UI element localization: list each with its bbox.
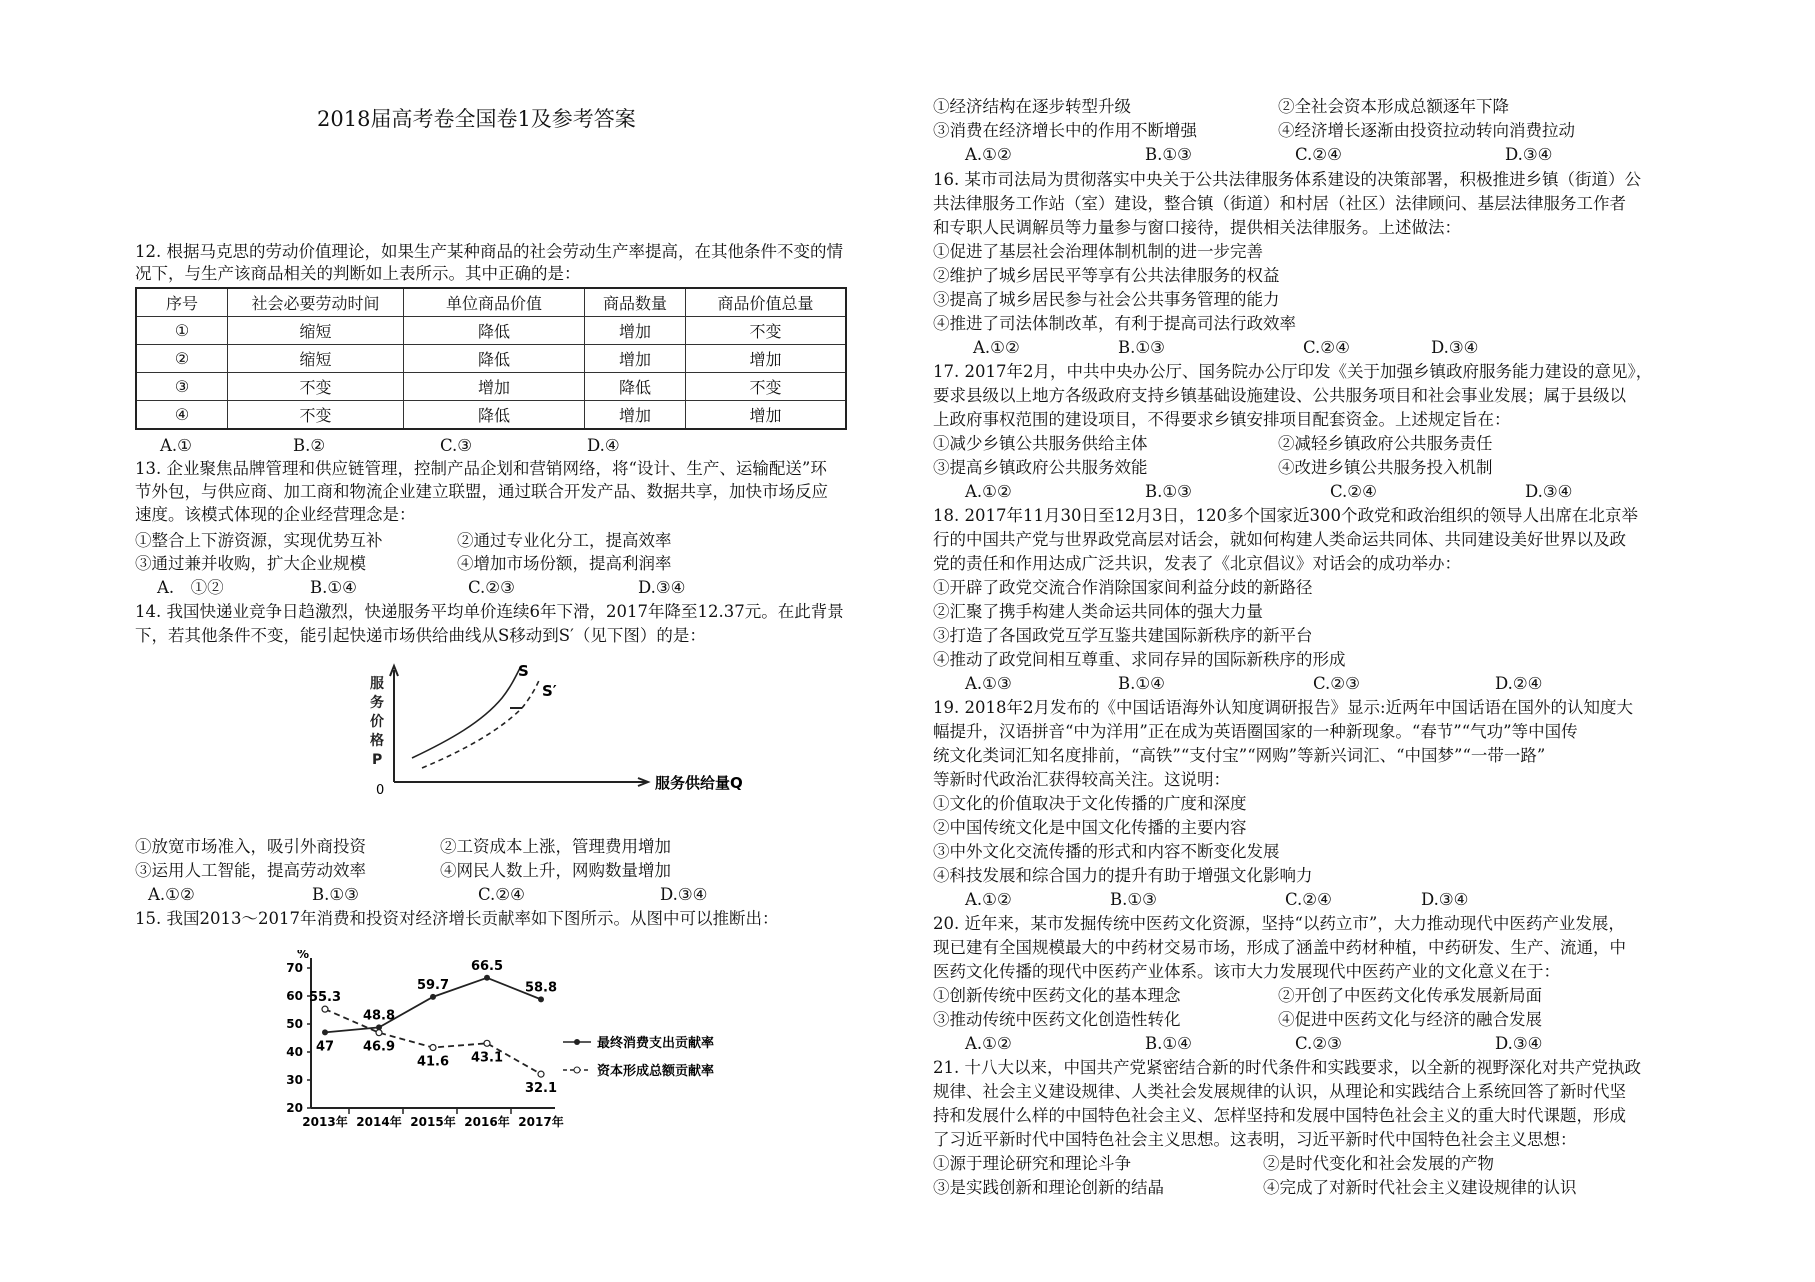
q19-option-b: B.①③ — [1110, 890, 1157, 909]
q12-option-a: A.① — [160, 436, 192, 455]
q16-stem-line-1: 16. 某市司法局为贯彻落实中央关于公共法律服务体系建设的决策部署，积极推进乡镇（街道）公 — [933, 170, 1641, 189]
q17-option-d: D.③④ — [1525, 482, 1573, 501]
q20-item-4: ④促进中医药文化与经济的融合发展 — [1278, 1010, 1542, 1029]
q18-option-a: A.①③ — [965, 674, 1012, 693]
q21-stem-line-1: 21. 十八大以来，中国共产党紧密结合新的时代条件和实践要求，以全新的视野深化对共产党执政 — [933, 1058, 1641, 1077]
table-cell: ③ — [136, 373, 228, 401]
q20-option-d: D.③④ — [1495, 1034, 1543, 1053]
data-label: 43.1 — [470, 1050, 504, 1066]
q13-item-2: ②通过专业化分工，提高效率 — [457, 531, 672, 550]
q17-item-4: ④改进乡镇公共服务投入机制 — [1278, 458, 1493, 477]
data-point — [484, 1040, 490, 1046]
q20-stem-line-2: 现已建有全国规模最大的中药材交易市场，形成了涵盖中药材种植，中药研发、生产、流通，中 — [933, 938, 1626, 957]
q13-item-1: ①整合上下游资源，实现优势互补 — [135, 531, 383, 550]
data-point — [538, 1071, 544, 1077]
q20-option-b: B.①④ — [1145, 1034, 1192, 1053]
q13-item-3: ③通过兼并收购，扩大企业规模 — [135, 554, 366, 573]
q21-stem-line-3: 持和发展什么样的中国特色社会主义、怎样坚持和发展中国特色社会主义的重大时代课题，形成 — [933, 1106, 1626, 1125]
table-cell: 不变 — [228, 373, 404, 401]
supply-curve-s-prime — [422, 678, 540, 768]
q15-option-b: B.①③ — [1145, 145, 1192, 164]
y-tick-label: 50 — [286, 1017, 303, 1031]
q21-item-2: ②是时代变化和社会发展的产物 — [1263, 1154, 1494, 1173]
q14-item-2: ②工资成本上涨，管理费用增加 — [440, 837, 671, 856]
q16-option-b: B.①③ — [1118, 338, 1165, 357]
x-tick-label: 2016年 — [464, 1115, 510, 1129]
q14-stem-line-2: 下，若其他条件不变，能引起快递市场供给曲线从S移动到S′（见下图）的是： — [135, 626, 706, 645]
q18-item-2: ②汇聚了携手构建人类命运共同体的强大力量 — [933, 602, 1263, 621]
q15-item-3: ③消费在经济增长中的作用不断增强 — [933, 121, 1197, 140]
table-header: 序号 — [136, 288, 228, 317]
q16-stem-line-3: 和专职人民调解员等力量参与窗口接待，提供相关法律服务。上述做法： — [933, 218, 1461, 237]
q15-option-d: D.③④ — [1505, 145, 1553, 164]
q12-table — [135, 287, 847, 430]
data-point — [484, 975, 490, 981]
q14-item-4: ④网民人数上升，网购数量增加 — [440, 861, 671, 880]
table-row — [136, 345, 846, 373]
q19-stem-line-3: 统文化类词汇知名度排前，“高铁”“支付宝”“网购”等新兴词汇、“中国梦”“一带一路” — [933, 746, 1546, 765]
data-label: 55.3 — [308, 990, 342, 1006]
q14-option-c: C.②④ — [478, 885, 525, 904]
q13-item-4: ④增加市场份额，提高利润率 — [457, 554, 672, 573]
y-tick-label: 60 — [286, 989, 303, 1003]
q21-stem-line-4: 了习近平新时代中国特色社会主义思想。这表明，习近平新时代中国特色社会主义思想： — [933, 1130, 1577, 1149]
q19-stem-line-1: 19. 2018年2月发布的《中国话语海外认知度调研报告》显示:近两年中国话语在国外的认知度大 — [933, 698, 1634, 717]
q15-item-4: ④经济增长逐渐由投资拉动转向消费拉动 — [1278, 121, 1575, 140]
curve-label-s: S — [518, 662, 529, 680]
q14-option-b: B.①③ — [312, 885, 359, 904]
data-point — [538, 996, 544, 1002]
data-label: 41.6 — [416, 1054, 450, 1070]
q17-stem-line-1: 17. 2017年2月，中共中央办公厅、国务院办公厅印发《关于加强乡镇政府服务能力建设的意见》， — [933, 362, 1653, 381]
table-cell: ② — [136, 345, 228, 373]
q15-item-1: ①经济结构在逐步转型升级 — [933, 97, 1131, 116]
table-row — [136, 401, 846, 430]
q16-item-4: ④推进了司法体制改革，有利于提高司法行政效率 — [933, 314, 1296, 333]
table-cell: ① — [136, 317, 228, 345]
y-tick-label: 30 — [286, 1073, 303, 1087]
q16-item-1: ①促进了基层社会治理体制机制的进一步完善 — [933, 242, 1263, 261]
data-point — [322, 1006, 328, 1012]
y-axis-unit-label: % — [297, 950, 310, 961]
q17-stem-line-2: 要求县级以上地方各级政府支持乡镇基础设施建设、公共服务项目和社会事业发展；属于县级以 — [933, 386, 1626, 405]
y-axis-label-char: 格 — [370, 733, 384, 749]
q18-option-d: D.②④ — [1495, 674, 1543, 693]
data-label: 66.5 — [470, 958, 504, 974]
x-tick-label: 2017年 — [518, 1115, 564, 1129]
q19-item-4: ④科技发展和综合国力的提升有助于增强文化影响力 — [933, 866, 1313, 885]
q13-option-b: B.①④ — [310, 578, 357, 597]
q13-option-a: A. ①② — [157, 578, 224, 597]
q21-item-4: ④完成了对新时代社会主义建设规律的认识 — [1263, 1178, 1577, 1197]
data-label: 48.8 — [362, 1008, 396, 1024]
q14-item-3: ③运用人工智能，提高劳动效率 — [135, 861, 366, 880]
table-header: 社会必要劳动时间 — [228, 288, 404, 317]
page-title: 2018届高考卷全国卷1及参考答案 — [317, 107, 636, 131]
data-label: 59.7 — [416, 977, 450, 993]
q15-item-2: ②全社会资本形成总额逐年下降 — [1278, 97, 1509, 116]
table-cell: 增加 — [585, 401, 686, 430]
y-tick-label: 40 — [286, 1045, 303, 1059]
table-cell: 增加 — [585, 345, 686, 373]
table-cell: 降低 — [585, 373, 686, 401]
q18-stem-line-2: 行的中国共产党与世界政党高层对话会，就如何构建人类命运共同体、共同建设美好世界以及政 — [933, 530, 1626, 549]
q15-option-c: C.②④ — [1295, 145, 1342, 164]
supply-curve-s — [412, 668, 520, 758]
data-point — [430, 1045, 436, 1051]
q21-item-3: ③是实践创新和理论创新的结晶 — [933, 1178, 1164, 1197]
q12-stem-line-2: 况下，与生产该商品相关的判断如上表所示。其中正确的是： — [135, 264, 581, 283]
q18-option-c: C.②③ — [1313, 674, 1360, 693]
q19-stem-line-4: 等新时代政治汇获得较高关注。这说明： — [933, 770, 1230, 789]
q16-option-c: C.②④ — [1303, 338, 1350, 357]
table-cell: 降低 — [404, 345, 585, 373]
q18-item-3: ③打造了各国政党互学互鉴共建国际新秩序的新平台 — [933, 626, 1313, 645]
q17-stem-line-3: 上政府事权范围的建设项目，不得要求乡镇安排项目配套资金。上述规定旨在： — [933, 410, 1511, 429]
q17-option-c: C.②④ — [1330, 482, 1377, 501]
table-header: 商品数量 — [585, 288, 686, 317]
q15-option-a: A.①② — [965, 145, 1012, 164]
q19-stem-line-2: 幅提升，汉语拼音“中为洋用”正在成为英语圈国家的一种新现象。“春节”“气功”等中国传 — [933, 722, 1578, 741]
q14-option-d: D.③④ — [660, 885, 708, 904]
q18-option-b: B.①④ — [1118, 674, 1165, 693]
q20-option-c: C.②③ — [1295, 1034, 1342, 1053]
q12-option-b: B.② — [293, 436, 326, 455]
legend-marker — [574, 1039, 580, 1045]
x-tick-label: 2014年 — [356, 1115, 402, 1129]
q19-option-a: A.①② — [965, 890, 1012, 909]
q15-stem: 15. 我国2013～2017年消费和投资对经济增长贡献率如下图所示。从图中可以推断出： — [135, 909, 779, 928]
table-row — [136, 373, 846, 401]
table-header: 商品价值总量 — [686, 288, 847, 317]
q20-stem-line-1: 20. 近年来，某市发掘传统中医药文化资源，坚持“以药立市”，大力推动现代中医药产业发展， — [933, 914, 1625, 933]
table-cell: 不变 — [686, 373, 847, 401]
table-cell: 增加 — [585, 317, 686, 345]
q14-supply-graph — [370, 660, 770, 800]
q14-option-a: A.①② — [148, 885, 195, 904]
q19-option-d: D.③④ — [1421, 890, 1469, 909]
q16-option-d: D.③④ — [1431, 338, 1479, 357]
q14-stem-line-1: 14. 我国快递业竞争日趋激烈，快递服务平均单价连续6年下滑，2017年降至12.37元。在此背景 — [135, 602, 844, 621]
q20-item-2: ②开创了中医药文化传承发展新局面 — [1278, 986, 1542, 1005]
q13-stem-line-3: 速度。该模式体现的企业经营理念是： — [135, 505, 416, 524]
q19-item-2: ②中国传统文化是中国文化传播的主要内容 — [933, 818, 1247, 837]
y-axis-label-char: P — [372, 752, 383, 768]
q13-option-d: D.③④ — [638, 578, 686, 597]
data-label: 46.9 — [362, 1039, 396, 1055]
y-axis-label-char: 价 — [370, 714, 384, 730]
y-tick-label: 20 — [286, 1101, 303, 1115]
q20-option-a: A.①② — [965, 1034, 1012, 1053]
curve-label-s-prime: S′ — [542, 682, 557, 700]
q13-stem-line-1: 13. 企业聚焦品牌管理和供应链管理，控制产品企划和营销网络，将“设计、生产、运输配送”环 — [135, 459, 827, 478]
table-header: 单位商品价值 — [404, 288, 585, 317]
q13-option-c: C.②③ — [468, 578, 515, 597]
q20-item-1: ①创新传统中医药文化的基本理念 — [933, 986, 1181, 1005]
table-cell: 缩短 — [228, 317, 404, 345]
q21-stem-line-2: 规律、社会主义建设规律、人类社会发展规律的认识，从理论和实践结合上系统回答了新时代坚 — [933, 1082, 1626, 1101]
data-point — [430, 994, 436, 1000]
y-tick-label: 70 — [286, 961, 303, 975]
q18-item-1: ①开辟了政党交流合作消除国家间利益分歧的新路径 — [933, 578, 1313, 597]
data-label: 32.1 — [524, 1081, 558, 1097]
table-row — [136, 317, 846, 345]
x-tick-label: 2015年 — [410, 1115, 456, 1129]
q16-item-3: ③提高了城乡居民参与社会公共事务管理的能力 — [933, 290, 1280, 309]
data-point — [376, 1030, 382, 1036]
q17-option-b: B.①③ — [1145, 482, 1192, 501]
q17-item-3: ③提高乡镇政府公共服务效能 — [933, 458, 1148, 477]
q14-item-1: ①放宽市场准入，吸引外商投资 — [135, 837, 366, 856]
table-cell: 增加 — [686, 401, 847, 430]
q16-item-2: ②维护了城乡居民平等享有公共法律服务的权益 — [933, 266, 1280, 285]
q16-stem-line-2: 共法律服务工作站（室）建设，整合镇（街道）和村居（社区）法律顾问、基层法律服务工作者 — [933, 194, 1626, 213]
q20-stem-line-3: 医药文化传播的现代中医药产业体系。该市大力发展现代中医药产业的文化意义在于： — [933, 962, 1560, 981]
table-cell: 降低 — [404, 401, 585, 430]
table-cell: 降低 — [404, 317, 585, 345]
legend-marker — [574, 1067, 580, 1073]
q13-stem-line-2: 节外包，与供应商、加工商和物流企业建立联盟，通过联合开发产品、数据共享，加快市场反应 — [135, 482, 828, 501]
table-cell: ④ — [136, 401, 228, 430]
legend-label: 最终消费支出贡献率 — [597, 1036, 715, 1051]
q16-option-a: A.①② — [973, 338, 1020, 357]
q18-stem-line-1: 18. 2017年11月30日至12月3日，120多个国家近300个政党和政治组织的领导人出席在北京举 — [933, 506, 1638, 525]
y-axis-label — [370, 676, 385, 768]
q17-item-1: ①减少乡镇公共服务供给主体 — [933, 434, 1148, 453]
q19-item-3: ③中外文化交流传播的形式和内容不断变化发展 — [933, 842, 1280, 861]
q12-stem-line-1: 12. 根据马克思的劳动价值理论，如果生产某种商品的社会劳动生产率提高，在其他条件不变的情 — [135, 242, 843, 261]
q12-option-c: C.③ — [440, 436, 473, 455]
origin-label: 0 — [376, 783, 385, 798]
y-axis-label-char: 服 — [370, 676, 384, 692]
q20-item-3: ③推动传统中医药文化创造性转化 — [933, 1010, 1181, 1029]
x-tick-label: 2013年 — [302, 1115, 348, 1129]
q19-item-1: ①文化的价值取决于文化传播的广度和深度 — [933, 794, 1247, 813]
table-cell: 不变 — [686, 317, 847, 345]
data-label: 58.8 — [524, 980, 558, 996]
data-point — [322, 1029, 328, 1035]
y-axis-label-char: 务 — [370, 695, 384, 711]
q19-option-c: C.②④ — [1285, 890, 1332, 909]
q17-option-a: A.①② — [965, 482, 1012, 501]
table-cell: 增加 — [686, 345, 847, 373]
q15-line-chart — [265, 950, 745, 1145]
q18-stem-line-3: 党的责任和作用达成广泛共识，发表了《北京倡议》对话会的成功举办： — [933, 554, 1461, 573]
table-cell: 缩短 — [228, 345, 404, 373]
q12-option-d: D.④ — [587, 436, 620, 455]
table-cell: 增加 — [404, 373, 585, 401]
q18-item-4: ④推动了政党间相互尊重、求同存异的国际新秩序的形成 — [933, 650, 1346, 669]
table-header-row — [136, 288, 846, 317]
data-label: 47 — [315, 1039, 335, 1055]
q21-item-1: ①源于理论研究和理论斗争 — [933, 1154, 1131, 1173]
x-axis-label: 服务供给量Q — [655, 774, 743, 792]
q17-item-2: ②减轻乡镇政府公共服务责任 — [1278, 434, 1493, 453]
legend-label: 资本形成总额贡献率 — [597, 1064, 715, 1079]
table-cell: 不变 — [228, 401, 404, 430]
